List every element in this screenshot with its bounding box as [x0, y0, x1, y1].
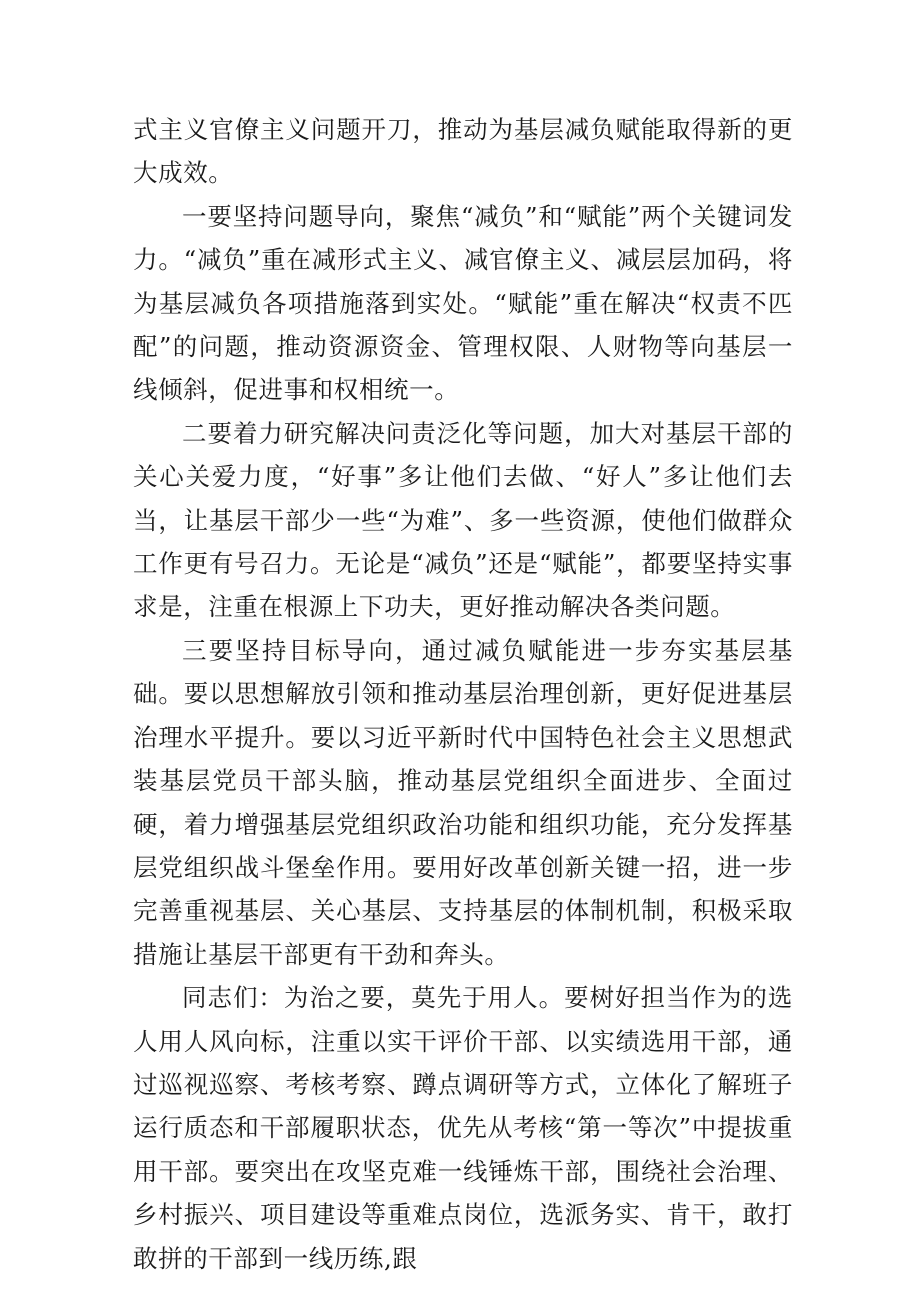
paragraph-comrades: 同志们：为治之要，莫先于用人。要树好担当作为的选人用人风向标，注重以实干评价干部、以实绩选用干部，通过巡视巡察、考核考察、蹲点调研等方式，立体化了解班子运行质态和干部履职状态，优先从考核“第一等次”中提拔重用干部。要突出在攻坚克难一线锤炼干部，围绕社会治理、乡村振兴、项目建设等重难点岗位，选派务实、肯干，敢打敢拼的干部到一线历练,跟	[133, 983, 793, 1273]
document-body	[133, 108, 793, 1280]
paragraph-point-one: 一要坚持问题导向，聚焦“减负”和“赋能”两个关键词发力。“减负”重在减形式主义、减官僚主义、减层层加码，将为基层减负各项措施落到实处。“赋能”重在解决“权责不匹配”的问题，推动资源资金、管理权限、人财物等向基层一线倾斜，促进事和权相统一。	[133, 201, 793, 405]
paragraph-continuation: 式主义官僚主义问题开刀，推动为基层减负赋能取得新的更大成效。	[133, 115, 793, 188]
paragraph-point-two: 二要着力研究解决问责泛化等问题，加大对基层干部的关心关爱力度，“好事”多让他们去做、“好人”多让他们去当，让基层干部少一些“为难”、多一些资源，使他们做群众工作更有号召力。无论是“减负”还是“赋能”，都要坚持实事求是，注重在根源上下功夫，更好推动解决各类问题。	[133, 418, 793, 622]
paragraph-point-three: 三要坚持目标导向，通过减负赋能进一步夯实基层基础。要以思想解放引领和推动基层治理创新，更好促进基层治理水平提升。要以习近平新时代中国特色社会主义思想武装基层党员干部头脑，推动基层党组织全面进步、全面过硬，着力增强基层党组织政治功能和组织功能，充分发挥基层党组织战斗堡垒作用。要用好改革创新关键一招，进一步完善重视基层、关心基层、支持基层的体制机制，积极采取措施让基层干部更有干劲和奔头。	[133, 635, 793, 969]
